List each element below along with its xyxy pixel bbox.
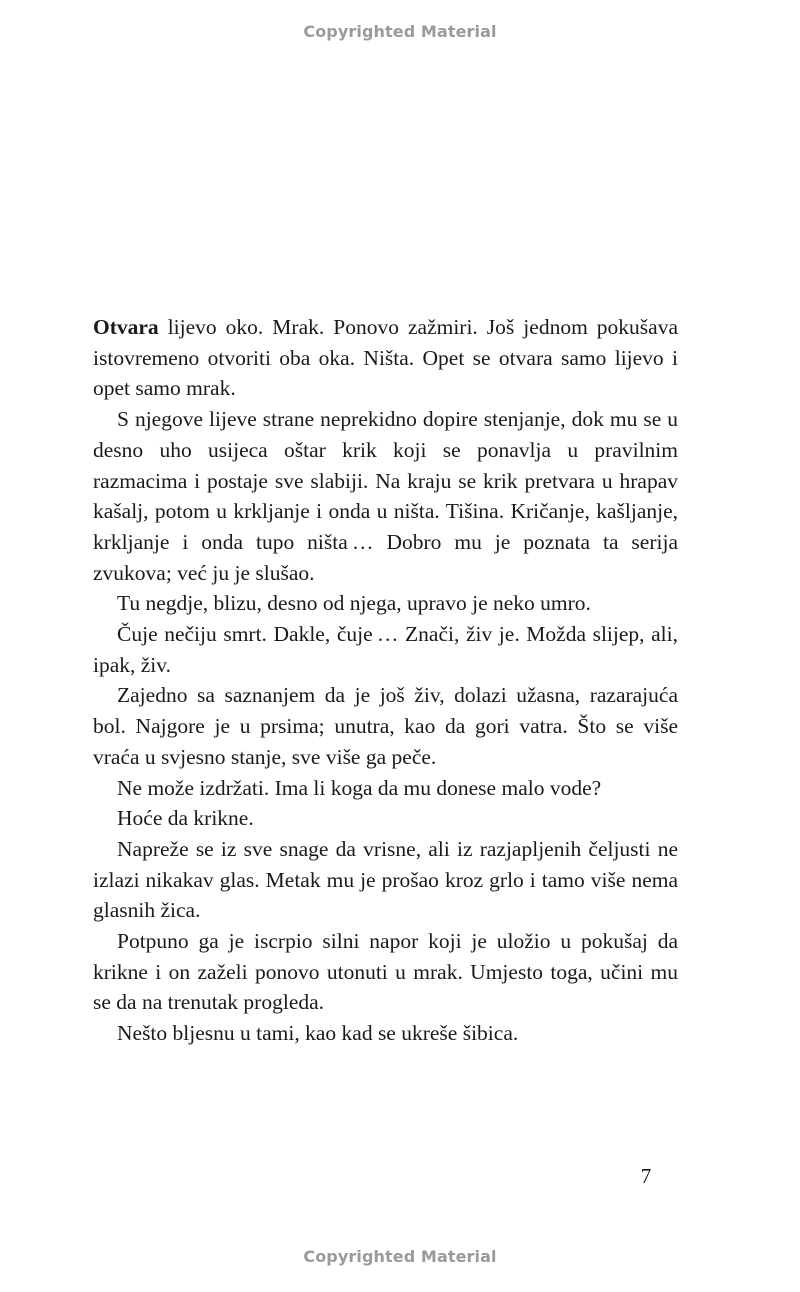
paragraph-6: Ne može izdržati. Ima li koga da mu donese malo vode? [117, 775, 602, 800]
paragraph-1 [93, 312, 678, 404]
paragraph-7: Hoće da krikne. [117, 806, 254, 831]
page-number: 7 [640, 1164, 652, 1188]
chapter-text [93, 312, 678, 1049]
paragraph-3: Tu negdje, blizu, desno od njega, upravo je neko umro. [117, 591, 591, 616]
copyright-watermark-bottom: Copyrighted Material [303, 1247, 497, 1266]
paragraph-2: S njegove lijeve strane neprekidno dopire stenjanje, dok mu se u desno uho usijeca oštar krik koji se ponavlja u pravilnim razmacima i postaje sve slabiji. Na kraju se krik pretvara u hrapav kašalj, potom u krkljanje i onda u ništa. Tišina. Kričanje, kašljanje, krkljanje i onda tupo ništa … Dobro mu je poznata ta serija zvukova; već ju je slušao. [93, 407, 678, 585]
paragraph-9: Potpuno ga je iscrpio silni napor koji je uložio u pokušaj da krikne i on zaželi ponovo utonuti u mrak. Umjesto toga, učini mu se da na trenutak progleda. [93, 929, 678, 1015]
paragraph-5: Zajedno sa saznanjem da je još živ, dolazi užasna, razarajuća bol. Najgore je u prsima; unutra, kao da gori vatra. Što se više vraća u svjesno stanje, sve više ga peče. [93, 683, 678, 769]
lead-word: Otvara [93, 315, 159, 339]
copyright-watermark-top: Copyrighted Material [303, 22, 497, 41]
paragraph-4: Čuje nečiju smrt. Dakle, čuje … Znači, živ je. Možda slijep, ali, ipak, živ. [93, 622, 678, 677]
paragraph-10: Nešto bljesnu u tami, kao kad se ukreše šibica. [117, 1021, 519, 1046]
paragraph-1-text: lijevo oko. Mrak. Ponovo zažmiri. Još jednom pokušava istovremeno otvoriti oba oka. Ništa. Opet se otvara samo lijevo i opet samo mrak. [93, 315, 678, 401]
paragraph-8: Napreže se iz sve snage da vrisne, ali iz razjapljenih čeljusti ne izlazi nikakav glas. Metak mu je prošao kroz grlo i tamo više nema glasnih žica. [93, 836, 678, 923]
